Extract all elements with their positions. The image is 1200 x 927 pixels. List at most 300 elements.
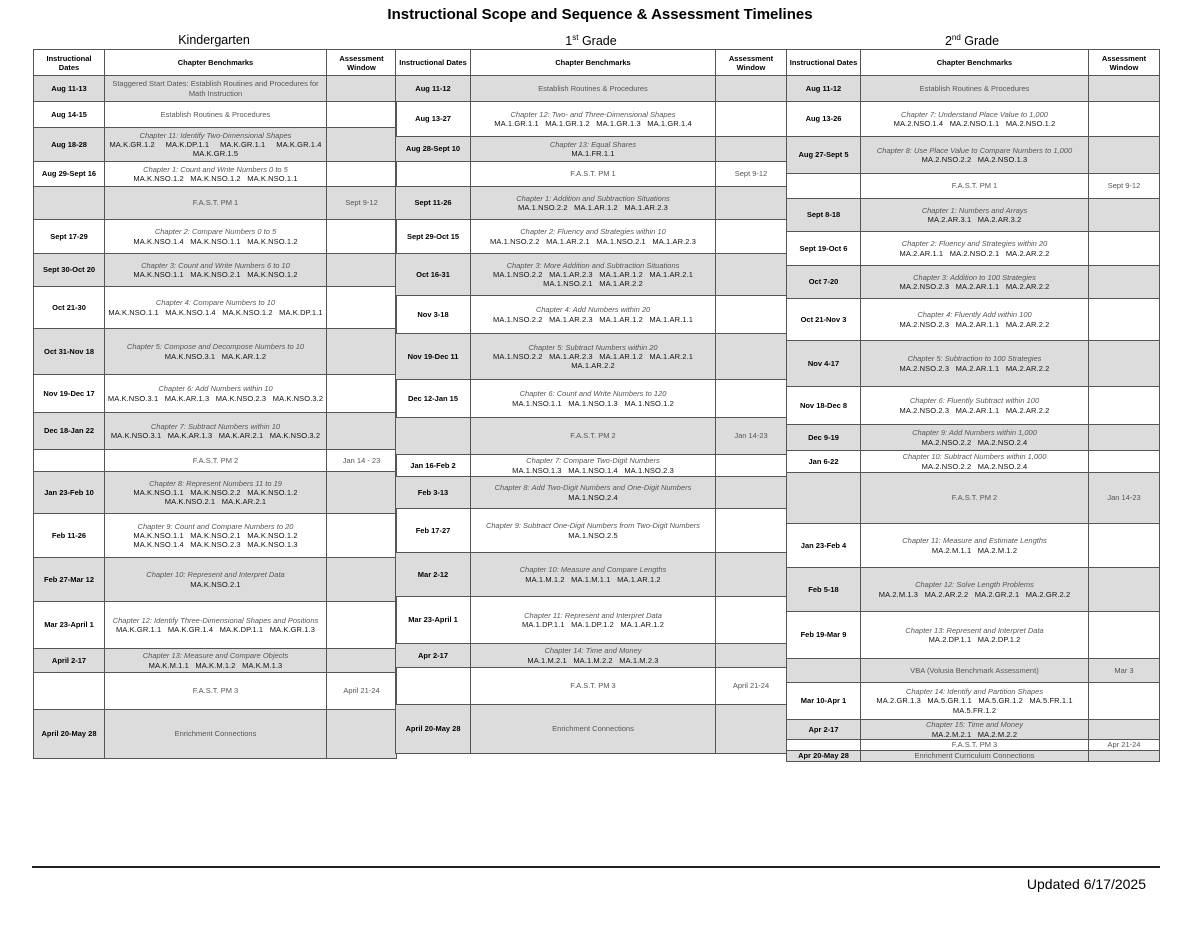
- benchmark-codes: MA.K.NSO.1.4 MA.K.NSO.1.1 MA.K.NSO.1.2: [133, 236, 298, 246]
- assessment-window: Jan 14-23: [716, 418, 787, 455]
- footer-divider: [32, 866, 1160, 868]
- activity-label: F.A.S.T. PM 3: [951, 740, 998, 750]
- instructional-date: [34, 187, 105, 220]
- table-row: [787, 387, 1160, 425]
- chapter-title: Chapter 11: Represent and Interpret Data: [524, 610, 662, 620]
- chapter-title: Chapter 14: Identify and Partition Shapes: [905, 687, 1044, 697]
- chapter-benchmarks: [861, 266, 1089, 299]
- table-row: [396, 187, 787, 220]
- assessment-window: [716, 477, 787, 509]
- chapter-benchmarks: [861, 683, 1089, 720]
- assessment-window: [1089, 102, 1160, 137]
- header-benchmarks: Chapter Benchmarks: [471, 50, 716, 76]
- chapter-title: Chapter 2: Fluency and Strategies within 10: [520, 227, 666, 237]
- assessment-window: Apr 21-24: [1089, 740, 1160, 751]
- instructional-date: Aug 11-13: [34, 76, 105, 102]
- benchmark-codes: MA.K.NSO.2.1: [190, 579, 241, 589]
- instructional-date: Nov 18-Dec 8: [787, 387, 861, 425]
- table-row: [396, 220, 787, 254]
- chapter-title: Chapter 2: Fluency and Strategies within 20: [901, 239, 1048, 249]
- chapter-title: Chapter 6: Fluently Subtract within 100: [909, 396, 1040, 406]
- table-row: [396, 334, 787, 380]
- table-row: [34, 450, 397, 472]
- instructional-date: Mar 2-12: [396, 553, 471, 597]
- benchmark-codes: MA.2.NSO.2.2 MA.2.NSO.1.3: [921, 155, 1028, 164]
- instructional-date: Feb 5-18: [787, 568, 861, 612]
- table-row: [34, 514, 397, 558]
- assessment-window: [327, 287, 397, 329]
- instructional-date: [396, 668, 471, 705]
- chapter-benchmarks: [105, 128, 333, 162]
- chapter-benchmarks: [105, 162, 327, 187]
- chapter-benchmarks: [471, 477, 716, 509]
- chapter-benchmarks: [861, 76, 1089, 102]
- instructional-date: Jan 6-22: [787, 451, 861, 473]
- chapter-title: Chapter 1: Numbers and Arrays: [921, 205, 1028, 215]
- chapter-title: Chapter 4: Fluently Add within 100: [917, 310, 1032, 320]
- table-row: [787, 174, 1160, 199]
- instructional-date: Oct 16-31: [396, 254, 471, 296]
- chapter-title: Chapter 8: Represent Numbers 11 to 19: [149, 478, 282, 488]
- chapter-benchmarks: [861, 751, 1089, 762]
- table-row: [787, 612, 1160, 659]
- assessment-window: [1089, 387, 1160, 425]
- header-window: Assessment Window: [1089, 50, 1160, 76]
- page-title: Instructional Scope and Sequence & Assessment Timelines: [387, 6, 813, 23]
- table-row: [34, 375, 397, 413]
- instructional-date: Sept 19-Oct 6: [787, 232, 861, 266]
- header-window: Assessment Window: [327, 50, 397, 76]
- header-benchmarks: Chapter Benchmarks: [105, 50, 327, 76]
- activity-label: Establish Routines & Procedures: [538, 83, 648, 93]
- benchmark-codes: MA.2.M.2.1 MA.2.M.2.2: [931, 729, 1018, 739]
- chapter-title: Chapter 10: Measure and Compare Lengths: [519, 565, 667, 575]
- benchmark-codes: MA.2.M.1.1 MA.2.M.1.2: [931, 545, 1018, 555]
- activity-label: Staggered Start Dates: Establish Routines and Procedures for Math Instruction: [112, 79, 319, 98]
- chapter-title: Chapter 15: Time and Money: [925, 720, 1024, 730]
- table-row: [396, 597, 787, 644]
- assessment-window: Sept 9-12: [716, 162, 787, 187]
- chapter-title: Chapter 12: Two- and Three-Dimensional Shapes: [510, 109, 676, 119]
- table-row: [34, 287, 397, 329]
- chapter-benchmarks: [105, 602, 327, 649]
- chapter-benchmarks: [471, 334, 716, 380]
- instructional-date: [787, 740, 861, 751]
- benchmark-codes: MA.K.NSO.3.1 MA.K.AR.1.2: [164, 351, 267, 361]
- instructional-date: [396, 418, 471, 455]
- chapter-benchmarks: [471, 455, 716, 477]
- activity-label: Establish Routines & Procedures: [160, 109, 271, 119]
- activity-label: VBA (Volusia Benchmark Assessment): [910, 665, 1039, 675]
- chapter-benchmarks: [105, 450, 327, 472]
- chapter-title: Chapter 3: More Addition and Subtraction Situations: [506, 260, 680, 270]
- table-row: [787, 299, 1160, 341]
- benchmark-codes: MA.1.M.1.2 MA.1.M.1.1 MA.1.AR.1.2: [525, 574, 661, 584]
- chapter-title: Chapter 6: Count and Write Numbers to 120: [519, 389, 667, 399]
- table-row: [787, 451, 1160, 473]
- table-row: [34, 76, 397, 102]
- chapter-benchmarks: [861, 341, 1089, 387]
- chapter-benchmarks: [471, 220, 716, 254]
- assessment-window: [1089, 720, 1160, 740]
- instructional-date: Mar 23-April 1: [396, 597, 471, 644]
- table-row: [34, 673, 397, 710]
- table-row: [787, 720, 1160, 740]
- chapter-benchmarks: [471, 553, 716, 597]
- benchmark-codes: MA.2.NSO.1.4 MA.2.NSO.1.1 MA.2.NSO.1.2: [893, 119, 1056, 128]
- chapter-benchmarks: [471, 644, 716, 668]
- benchmark-codes: MA.K.M.1.1 MA.K.M.1.2 MA.K.M.1.3: [148, 660, 283, 670]
- chapter-title: Chapter 6: Add Numbers within 10: [158, 384, 273, 394]
- instructional-date: Jan 23-Feb 4: [787, 524, 861, 568]
- instructional-date: [34, 450, 105, 472]
- assessment-window: [716, 296, 787, 334]
- assessment-window: [327, 472, 397, 514]
- chapter-title: Chapter 13: Represent and Interpret Data: [905, 625, 1044, 635]
- benchmark-codes: MA.1.NSO.1.1 MA.1.NSO.1.3 MA.1.NSO.1.2: [512, 398, 674, 408]
- chapter-title: Chapter 9: Count and Compare Numbers to 20: [137, 521, 294, 531]
- chapter-benchmarks: [861, 524, 1089, 568]
- table-row: [34, 413, 397, 450]
- table-row: [396, 644, 787, 668]
- table-row: [396, 162, 787, 187]
- instructional-date: Oct 21-Nov 3: [787, 299, 861, 341]
- instructional-date: Oct 7-20: [787, 266, 861, 299]
- assessment-window: [716, 137, 787, 162]
- chapter-title: Chapter 13: Measure and Compare Objects: [142, 651, 289, 661]
- benchmark-codes: MA.1.NSO.2.2 MA.1.AR.2.3 MA.1.AR.1.2 MA.1.AR.2.1 MA.1.NSO.2.1 MA.1.AR.2.2: [492, 269, 700, 289]
- instructional-date: Sept 11-26: [396, 187, 471, 220]
- chapter-benchmarks: [105, 472, 327, 514]
- chapter-benchmarks: [861, 568, 1089, 612]
- assessment-window: [716, 334, 787, 380]
- chapter-benchmarks: [471, 162, 716, 187]
- chapter-benchmarks: [861, 473, 1089, 524]
- instructional-date: Feb 19-Mar 9: [787, 612, 861, 659]
- chapter-title: Chapter 8: Use Place Value to Compare Numbers to 1,000: [876, 145, 1073, 155]
- assessment-window: [327, 514, 397, 558]
- activity-label: F.A.S.T. PM 2: [192, 455, 239, 465]
- instructional-date: Apr 2-17: [787, 720, 861, 740]
- assessment-window: [716, 509, 787, 553]
- chapter-title: Chapter 8: Add Two-Digit Numbers and One-Digit Numbers: [494, 483, 692, 493]
- table-row: [396, 509, 787, 553]
- instructional-date: Feb 17-27: [396, 509, 471, 553]
- chapter-title: Chapter 11: Measure and Estimate Lengths: [902, 536, 1047, 546]
- assessment-window: [327, 329, 397, 375]
- assessment-window: [1089, 76, 1160, 102]
- assessment-window: [716, 705, 787, 754]
- chapter-title: Chapter 5: Subtract Numbers within 20: [528, 342, 658, 352]
- assessment-window: [1089, 341, 1160, 387]
- assessment-window: [716, 102, 787, 137]
- benchmark-codes: MA.2.NSO.2.2 MA.2.NSO.2.4: [921, 437, 1028, 447]
- chapter-benchmarks: [861, 102, 1089, 137]
- instructional-date: Dec 12-Jan 15: [396, 380, 471, 418]
- benchmark-codes: MA.K.NSO.1.1 MA.K.NSO.2.1 MA.K.NSO.1.2: [133, 270, 298, 279]
- table-row: [34, 162, 397, 187]
- activity-label: F.A.S.T. PM 3: [570, 681, 616, 691]
- grade1-table: [395, 49, 787, 754]
- table-row: [396, 455, 787, 477]
- assessment-window: [327, 76, 397, 102]
- benchmark-codes: MA.2.GR.1.3 MA.5.GR.1.1 MA.5.GR.1.2 MA.5.FR.1.1 MA.5.FR.1.2: [876, 696, 1080, 715]
- benchmark-codes: MA.1.NSO.2.2 MA.1.AR.2.3 MA.1.AR.1.2 MA.1.AR.2.1 MA.1.AR.2.2: [492, 351, 700, 371]
- assessment-window: [1089, 137, 1160, 174]
- chapter-benchmarks: [105, 375, 327, 413]
- assessment-window: [1089, 683, 1160, 720]
- table-row: [34, 102, 397, 128]
- table-row: [396, 705, 787, 754]
- instructional-date: [396, 162, 471, 187]
- instructional-date: April 2-17: [34, 649, 105, 673]
- assessment-window: [327, 375, 397, 413]
- table-row: [34, 128, 397, 162]
- table-row: [396, 380, 787, 418]
- chapter-title: Chapter 5: Subtraction to 100 Strategies: [907, 354, 1042, 364]
- instructional-date: Oct 31-Nov 18: [34, 329, 105, 375]
- activity-label: Enrichment Curriculum Connections: [914, 751, 1035, 761]
- benchmark-codes: MA.2.NSO.2.3 MA.2.AR.1.1 MA.2.AR.2.2: [899, 405, 1050, 415]
- benchmark-codes: MA.1.DP.1.1 MA.1.DP.1.2 MA.1.AR.1.2: [521, 620, 665, 629]
- instructional-date: April 20-May 28: [396, 705, 471, 754]
- assessment-window: [1089, 199, 1160, 232]
- assessment-window: [1089, 451, 1160, 473]
- assessment-window: [716, 553, 787, 597]
- benchmark-codes: MA.1.M.2.1 MA.1.M.2.2 MA.1.M.2.3: [527, 655, 659, 665]
- benchmark-codes: MA.1.NSO.2.2 MA.1.AR.2.1 MA.1.NSO.2.1 MA.1.AR.2.3: [490, 236, 696, 246]
- assessment-window: April 21-24: [716, 668, 787, 705]
- assessment-window: [327, 102, 397, 128]
- kindergarten-header: Kindergarten: [178, 33, 250, 47]
- chapter-benchmarks: [861, 199, 1089, 232]
- assessment-window: [327, 220, 397, 254]
- assessment-window: Jan 14 - 23: [327, 450, 397, 472]
- benchmark-codes: MA.2.NSO.2.3 MA.2.AR.1.1 MA.2.AR.2.2: [899, 363, 1050, 373]
- chapter-benchmarks: [471, 137, 716, 162]
- instructional-date: Nov 4-17: [787, 341, 861, 387]
- instructional-date: Aug 27-Sept 5: [787, 137, 861, 174]
- chapter-title: Chapter 4: Add Numbers within 20: [535, 305, 651, 315]
- benchmark-codes: MA.2.NSO.2.3 MA.2.AR.1.1 MA.2.AR.2.2: [899, 319, 1050, 329]
- chapter-benchmarks: [471, 76, 716, 102]
- activity-label: F.A.S.T. PM 1: [951, 181, 998, 191]
- updated-date: Updated 6/17/2025: [1026, 876, 1146, 892]
- chapter-title: Chapter 9: Subtract One-Digit Numbers from Two-Digit Numbers: [485, 521, 701, 531]
- chapter-title: Chapter 5: Compose and Decompose Numbers to 10: [126, 342, 305, 352]
- benchmark-codes: MA.1.FR.1.1: [571, 149, 615, 158]
- assessment-window: [327, 162, 397, 187]
- instructional-date: Sept 29-Oct 15: [396, 220, 471, 254]
- instructional-date: Aug 18-28: [34, 128, 105, 162]
- chapter-benchmarks: [861, 137, 1089, 174]
- benchmark-codes: MA.K.GR.1.1 MA.K.GR.1.4 MA.K.DP.1.1 MA.K.GR.1.3: [116, 625, 315, 634]
- assessment-window: [716, 455, 787, 477]
- instructional-date: Nov 19-Dec 11: [396, 334, 471, 380]
- assessment-window: [716, 644, 787, 668]
- table-row: [787, 266, 1160, 299]
- activity-label: Establish Routines & Procedures: [919, 83, 1030, 93]
- benchmark-codes: MA.1.NSO.1.3 MA.1.NSO.1.4 MA.1.NSO.2.3: [512, 465, 674, 475]
- table-row: [787, 524, 1160, 568]
- chapter-benchmarks: [471, 187, 716, 220]
- chapter-benchmarks: [471, 668, 716, 705]
- chapter-benchmarks: [471, 296, 716, 334]
- assessment-window: [1089, 568, 1160, 612]
- table-row: [34, 254, 397, 287]
- table-row: [787, 473, 1160, 524]
- assessment-window: [716, 380, 787, 418]
- assessment-window: [1089, 612, 1160, 659]
- chapter-benchmarks: [861, 612, 1089, 659]
- assessment-window: [1089, 299, 1160, 341]
- table-row: [396, 418, 787, 455]
- chapter-title: Chapter 9: Add Numbers within 1,000: [912, 428, 1037, 438]
- instructional-date: Sept 8-18: [787, 199, 861, 232]
- assessment-window: [716, 254, 787, 296]
- chapter-benchmarks: [861, 387, 1089, 425]
- instructional-date: [787, 473, 861, 524]
- benchmark-codes: MA.K.NSO.1.1 MA.K.NSO.2.1 MA.K.NSO.1.2 MA.K.NSO.1.4 MA.K.NSO.2.3 MA.K.NSO.1.3: [133, 530, 305, 550]
- chapter-benchmarks: [105, 287, 327, 329]
- activity-label: F.A.S.T. PM 2: [570, 431, 616, 441]
- chapter-benchmarks: [105, 558, 327, 602]
- chapter-benchmarks: [471, 380, 716, 418]
- chapter-benchmarks: [861, 451, 1089, 473]
- assessment-window: Jan 14-23: [1089, 473, 1160, 524]
- chapter-benchmarks: [105, 220, 327, 254]
- instructional-date: April 20-May 28: [34, 710, 105, 759]
- table-row: [787, 232, 1160, 266]
- chapter-title: Chapter 12: Solve Length Problems: [915, 580, 1034, 590]
- chapter-benchmarks: [471, 102, 716, 137]
- chapter-title: Chapter 10: Subtract Numbers within 1,000: [902, 452, 1047, 462]
- instructional-date: Dec 9-19: [787, 425, 861, 451]
- activity-label: F.A.S.T. PM 1: [570, 169, 616, 179]
- instructional-date: Dec 18-Jan 22: [34, 413, 105, 450]
- assessment-window: [716, 220, 787, 254]
- chapter-benchmarks: [105, 102, 327, 128]
- benchmark-codes: MA.2.AR.3.1 MA.2.AR.3.2: [927, 215, 1022, 224]
- instructional-date: Oct 21-30: [34, 287, 105, 329]
- grade2-table: [786, 49, 1160, 762]
- activity-label: Enrichment Connections: [552, 724, 634, 734]
- instructional-date: Aug 28-Sept 10: [396, 137, 471, 162]
- activity-label: F.A.S.T. PM 2: [951, 493, 998, 503]
- benchmark-codes: MA.K.NSO.3.1 MA.K.AR.1.3 MA.K.NSO.2.3 MA.K.NSO.3.2: [107, 393, 324, 403]
- header-dates: Instructional Dates: [396, 50, 471, 76]
- chapter-benchmarks: [105, 649, 327, 673]
- activity-label: F.A.S.T. PM 3: [192, 686, 239, 696]
- assessment-window: [1089, 425, 1160, 451]
- benchmark-codes: MA.2.AR.1.1 MA.2.NSO.2.1 MA.2.AR.2.2: [899, 248, 1050, 258]
- activity-label: Enrichment Connections: [174, 729, 257, 739]
- table-row: [34, 472, 397, 514]
- kindergarten-table: [33, 49, 397, 759]
- table-row: [787, 568, 1160, 612]
- chapter-benchmarks: [471, 597, 716, 644]
- table-row: [787, 102, 1160, 137]
- chapter-benchmarks: [105, 187, 327, 220]
- assessment-window: [327, 413, 397, 450]
- benchmark-codes: MA.2.NSO.2.2 MA.2.NSO.2.4: [921, 461, 1028, 471]
- table-row: [787, 659, 1160, 683]
- benchmark-codes: MA.2.NSO.2.3 MA.2.AR.1.1 MA.2.AR.2.2: [899, 282, 1050, 291]
- instructional-date: Aug 11-12: [396, 76, 471, 102]
- chapter-title: Chapter 13: Equal Shares: [549, 139, 637, 149]
- chapter-benchmarks: [471, 254, 716, 296]
- table-row: [396, 76, 787, 102]
- chapter-benchmarks: [105, 254, 327, 287]
- chapter-title: Chapter 11: Identify Two-Dimensional Shapes: [139, 130, 292, 140]
- table-row: [396, 477, 787, 509]
- table-row: [396, 254, 787, 296]
- chapter-benchmarks: [471, 705, 716, 754]
- instructional-date: Nov 3-18: [396, 296, 471, 334]
- chapter-benchmarks: [105, 514, 327, 558]
- assessment-window: Sept 9-12: [327, 187, 397, 220]
- table-row: [787, 740, 1160, 751]
- chapter-title: Chapter 3: Count and Write Numbers 6 to 10: [141, 260, 290, 270]
- instructional-date: Aug 13-27: [396, 102, 471, 137]
- benchmark-codes: MA.1.GR.1.1 MA.1.GR.1.2 MA.1.GR.1.3 MA.1.GR.1.4: [494, 119, 692, 128]
- chapter-benchmarks: [105, 329, 327, 375]
- assessment-window: [1089, 266, 1160, 299]
- instructional-date: [34, 673, 105, 710]
- instructional-date: Aug 11-12: [787, 76, 861, 102]
- table-row: [787, 751, 1160, 762]
- benchmark-codes: MA.K.GR.1.2 MA.K.DP.1.1 MA.K.GR.1.1 MA.K.GR.1.4 MA.K.GR.1.5: [109, 139, 333, 159]
- chapter-title: Chapter 12: Identify Three-Dimensional Shapes and Positions: [112, 615, 319, 625]
- table-row: [34, 649, 397, 673]
- benchmark-codes: MA.K.NSO.3.1 MA.K.AR.1.3 MA.K.AR.2.1 MA.K.NSO.3.2: [110, 431, 321, 440]
- instructional-date: Apr 20-May 28: [787, 751, 861, 762]
- table-row: [396, 102, 787, 137]
- chapter-title: Chapter 1: Count and Write Numbers 0 to 5: [143, 164, 288, 174]
- chapter-benchmarks: [861, 174, 1089, 199]
- chapter-title: Chapter 7: Subtract Numbers within 10: [150, 421, 281, 431]
- benchmark-codes: MA.1.NSO.2.2 MA.1.AR.2.3 MA.1.AR.1.2 MA.1.AR.1.1: [492, 314, 694, 324]
- benchmark-codes: MA.1.NSO.2.2 MA.1.AR.1.2 MA.1.AR.2.3: [518, 203, 668, 212]
- chapter-benchmarks: [861, 299, 1089, 341]
- assessment-window: April 21-24: [327, 673, 397, 710]
- assessment-window: [327, 649, 397, 673]
- benchmark-codes: MA.1.NSO.2.5: [568, 530, 618, 540]
- assessment-window: [716, 187, 787, 220]
- chapter-benchmarks: [471, 418, 716, 455]
- instructional-date: Aug 29-Sept 16: [34, 162, 105, 187]
- activity-label: F.A.S.T. PM 1: [192, 198, 239, 208]
- table-row: [34, 220, 397, 254]
- assessment-window: [327, 558, 397, 602]
- grade1-header: 1st Grade: [565, 33, 617, 49]
- chapter-title: Chapter 1: Addition and Subtraction Situations: [516, 193, 670, 203]
- chapter-benchmarks: [861, 425, 1089, 451]
- instructional-date: Sept 30-Oct 20: [34, 254, 105, 287]
- instructional-date: Mar 10-Apr 1: [787, 683, 861, 720]
- table-row: [34, 710, 397, 759]
- table-row: [787, 341, 1160, 387]
- chapter-title: Chapter 10: Represent and Interpret Data: [146, 570, 285, 580]
- header-window: Assessment Window: [716, 50, 787, 76]
- table-row: [396, 137, 787, 162]
- instructional-date: Jan 23-Feb 10: [34, 472, 105, 514]
- table-row: [34, 329, 397, 375]
- assessment-window: [327, 710, 397, 759]
- assessment-window: [716, 76, 787, 102]
- instructional-date: Aug 14-15: [34, 102, 105, 128]
- chapter-benchmarks: [861, 232, 1089, 266]
